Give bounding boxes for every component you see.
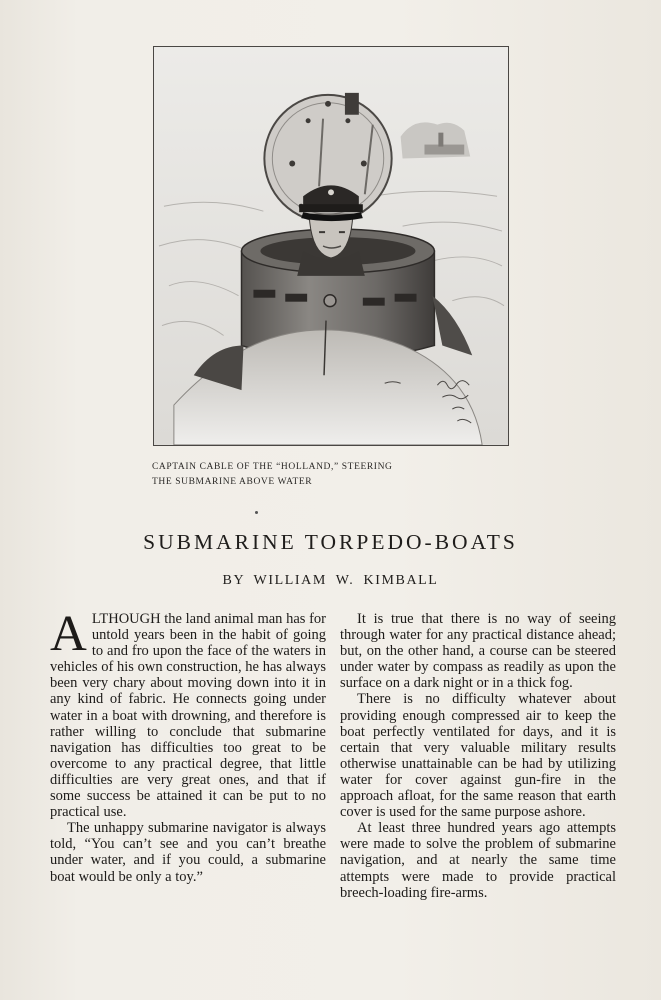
text-column-left — [50, 606, 326, 885]
article-byline: BY WILLIAM W. KIMBALL — [222, 573, 439, 588]
paragraph-2: The unhappy submarine navigator is always told, “You can’t see and you can’t breathe under water, and if you could, a submarine boat would be only a toy.” — [50, 820, 326, 885]
text-column-right — [340, 611, 616, 901]
illustration-submarine-captain — [153, 46, 509, 446]
drop-cap: A — [50, 606, 87, 662]
paragraph-1-text: LTHOUGH the land animal man has for untold years been in the habit of going to and fro upon the face of the waters in vehicles of his own construction, he has always been very chary about moving down into it in any kind of fabric. He connects going under water in a boat with drowning, and therefore is rather willing to conclude that submarine navigation has difficulties too great to be overcome to any practical degree, that little difficulties are very great ones, and that if some success be attained it can be put to no practical use. — [50, 611, 326, 821]
caption-line-1: CAPTAIN CABLE OF THE “HOLLAND,” STEERING — [152, 462, 393, 472]
figure-caption — [152, 460, 452, 490]
paragraph-5: At least three hundred years ago attempts were made to solve the problem of submarine navigation, and at nearly the same time attempts were made to provide practical breech-loading fire-arms. — [340, 820, 616, 901]
illustration-drawing — [154, 47, 508, 445]
ornament-dot — [255, 511, 258, 514]
paragraph-3: It is true that there is no way of seeing through water for any practical distance ahead; but, on the other hand, a course can be steered under water by compass as readily as upon the surface on a dark night or in a thick fog. — [340, 611, 616, 692]
paragraph-4: There is no difficulty whatever about providing enough compressed air to keep the boat perfectly ventilated for days, and it is certain that very valuable military results otherwise unattainable can be had by utilizing water for cover against gun-fire in the approach afloat, for the same reason that earth cover is used for the same purpose ashore. — [340, 691, 616, 821]
article-title: SUBMARINE TORPEDO-BOATS — [143, 530, 518, 554]
caption-line-2: THE SUBMARINE ABOVE WATER — [152, 477, 313, 487]
paragraph-1 — [50, 606, 326, 821]
